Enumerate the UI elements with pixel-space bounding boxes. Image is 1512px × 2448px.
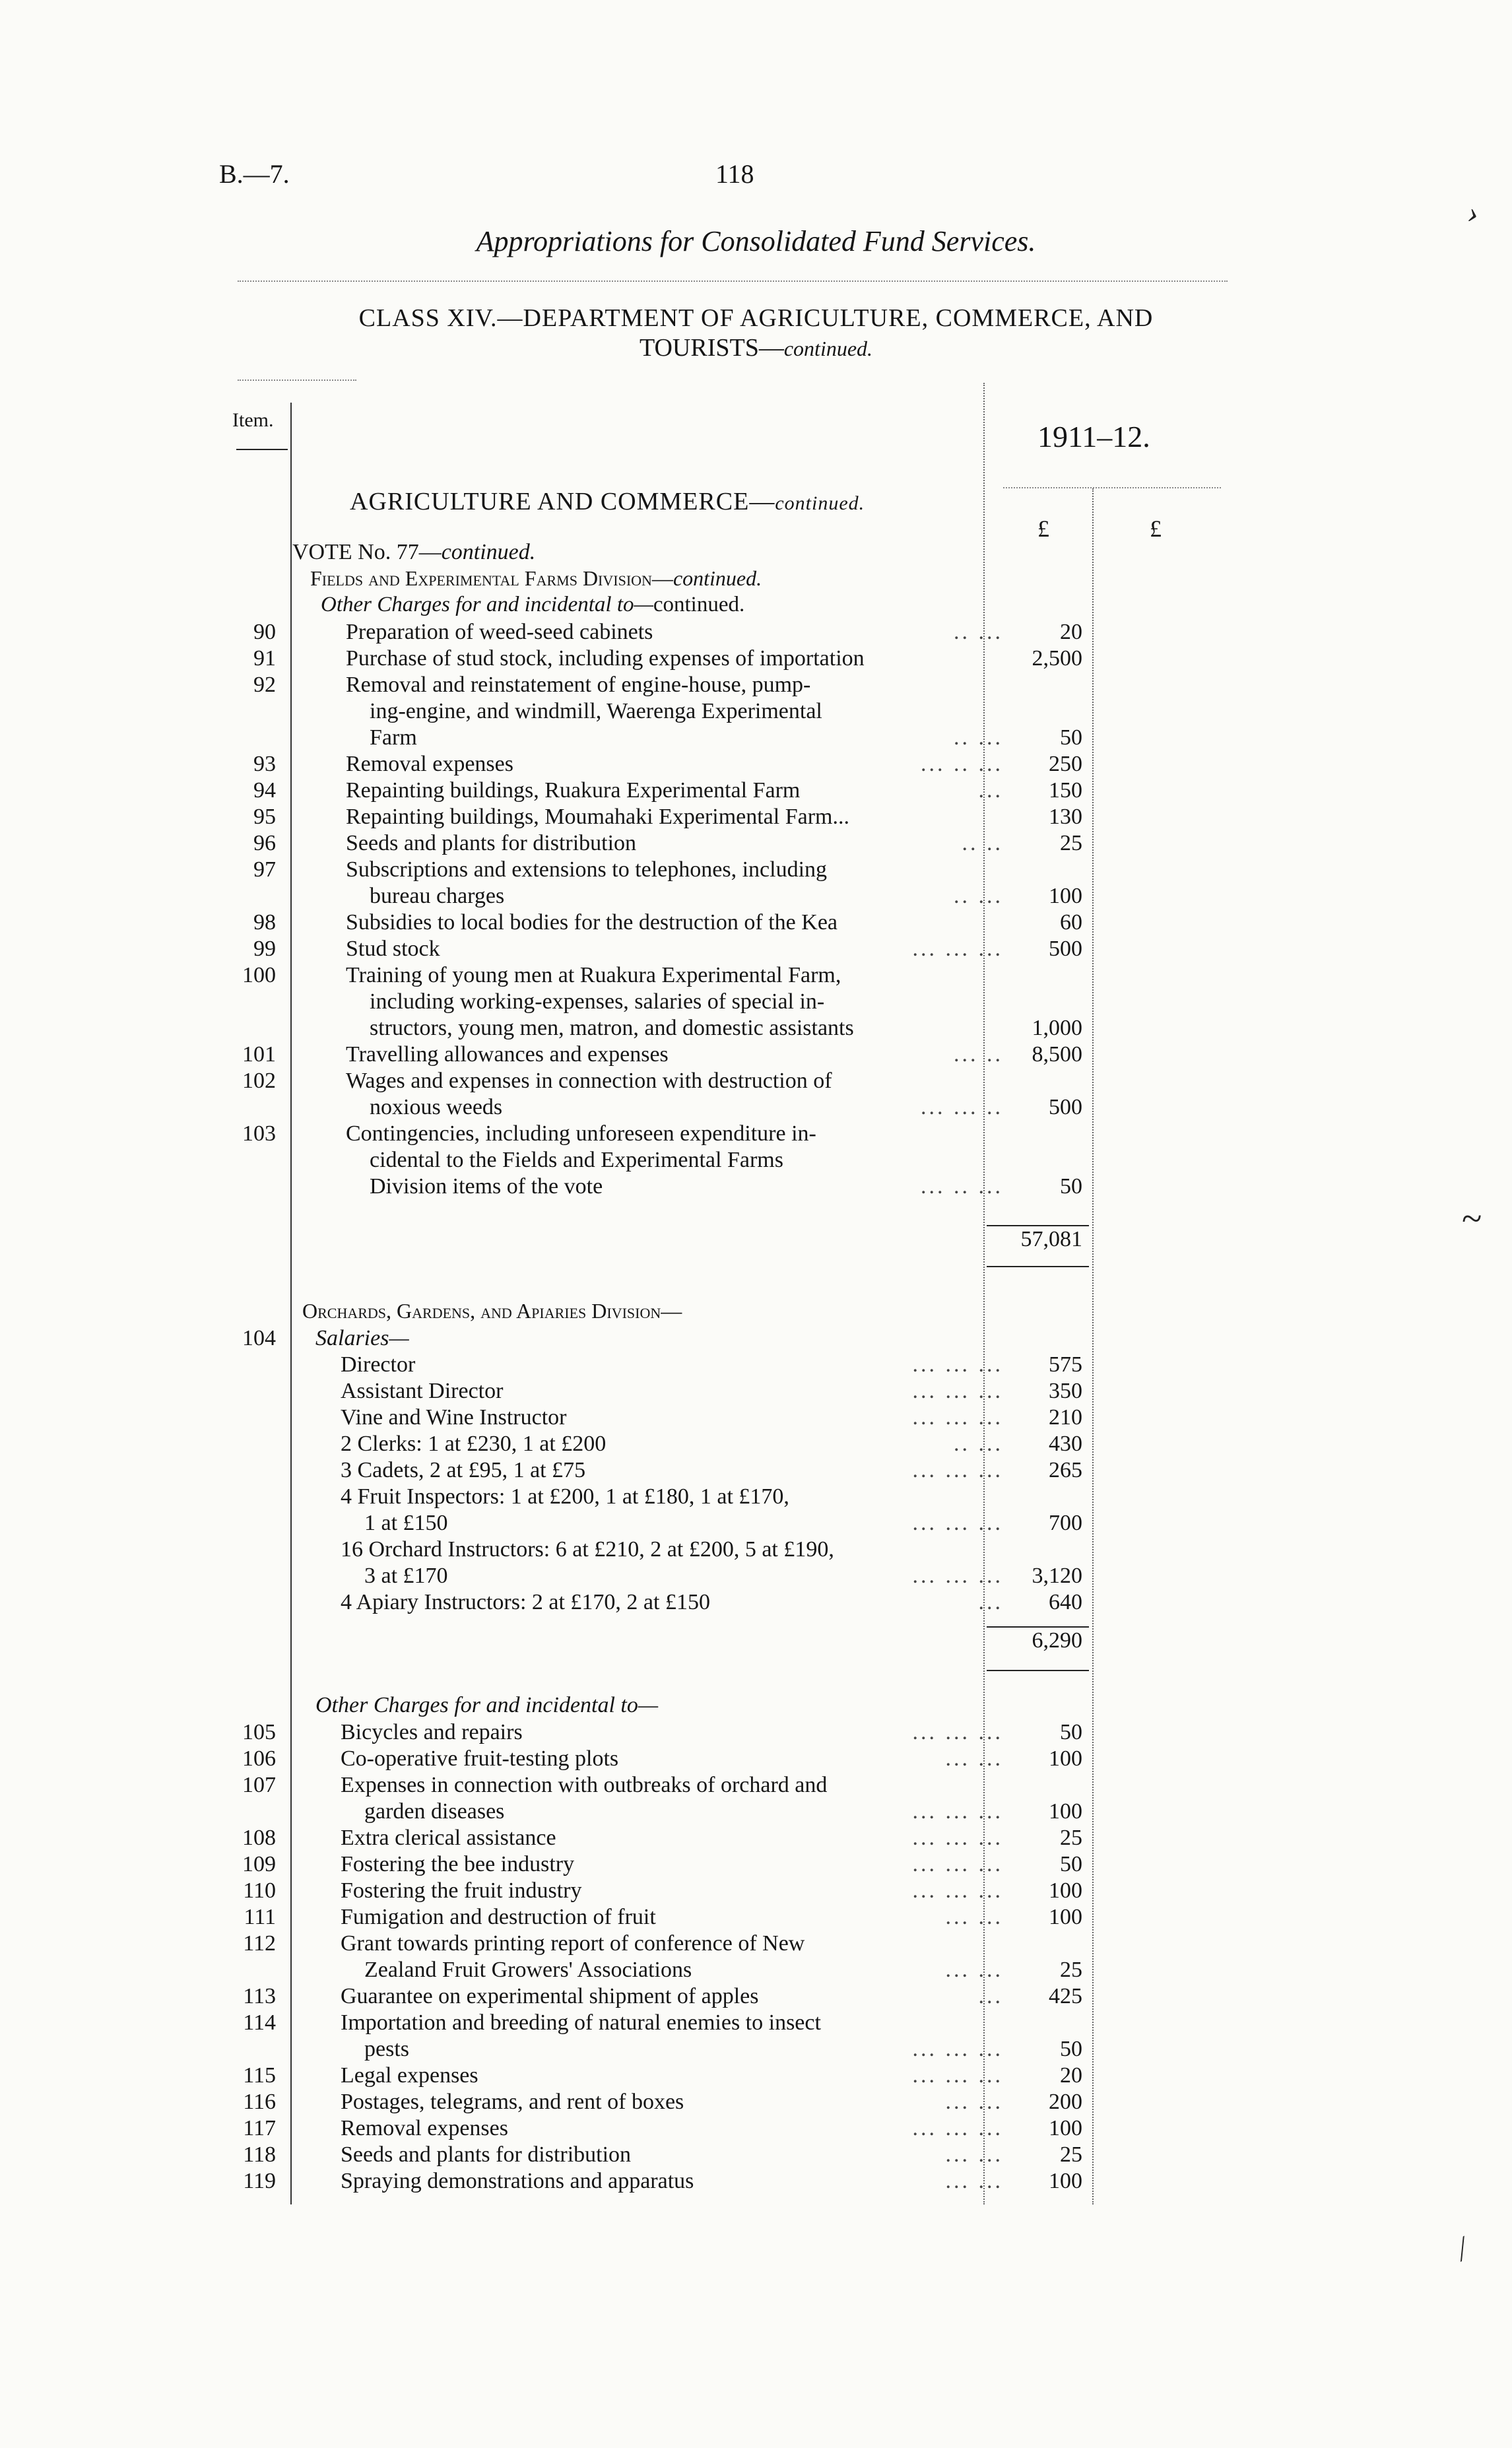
salary-row xyxy=(0,1378,1512,1405)
leader-dots: ... ... ... xyxy=(912,1405,1003,1430)
item-description: 4 Fruit Inspectors: 1 at £200, 1 at £180, 1 at £170, xyxy=(341,1484,789,1509)
leader-dots: ... ... ... xyxy=(912,1458,1003,1482)
other-charges-heading xyxy=(321,593,744,617)
orchard-charge-row xyxy=(0,1931,1512,1957)
leader-dots: .. ... xyxy=(954,620,1003,644)
item-description: Legal expenses xyxy=(341,2063,478,2088)
salary-row xyxy=(0,1457,1512,1484)
item-amount: 200 xyxy=(1049,2090,1082,2114)
item-amount: 25 xyxy=(1060,2142,1082,2167)
item-amount: 150 xyxy=(1049,778,1082,803)
leader-dots: ... ... xyxy=(945,2142,1003,2167)
orchard-charge-row xyxy=(0,2089,1512,2115)
item-number: 118 xyxy=(243,2142,276,2167)
leader-dots: ... ... ... xyxy=(912,2037,1003,2061)
item-amount: 20 xyxy=(1060,2063,1082,2088)
orchard-charge-row xyxy=(0,1799,1512,1825)
title-rule xyxy=(238,281,1228,282)
item-amount: 700 xyxy=(1049,1511,1082,1535)
item-description: cidental to the Fields and Experimental Farms xyxy=(370,1148,783,1172)
item-description: 3 Cadets, 2 at £95, 1 at £75 xyxy=(341,1458,586,1482)
item-amount: 3,120 xyxy=(1032,1564,1082,1588)
item-amount: 60 xyxy=(1060,910,1082,935)
item-description: Contingencies, including unforeseen expenditure in- xyxy=(346,1121,816,1146)
item-description: bureau charges xyxy=(370,884,505,908)
vote-heading-continued: continued. xyxy=(441,540,536,564)
orchard-charge-row xyxy=(0,2010,1512,2036)
orchard-charge-row xyxy=(0,2142,1512,2168)
leader-dots: ... ... ... xyxy=(912,1379,1003,1403)
item-amount: 265 xyxy=(1049,1458,1082,1482)
leader-dots: ... ... ... xyxy=(912,1511,1003,1535)
leader-dots: ... .. ... xyxy=(921,752,1003,776)
item-description: Removal expenses xyxy=(346,752,513,776)
salary-row xyxy=(0,1352,1512,1378)
orchard-charge-row xyxy=(0,2168,1512,2195)
item-number: 106 xyxy=(242,1746,276,1771)
leader-dots: ... xyxy=(978,778,1003,803)
item-description: Repainting buildings, Moumahaki Experimental Farm... xyxy=(346,805,849,829)
fields-item-row xyxy=(0,1174,1512,1200)
fields-item-row xyxy=(0,857,1512,883)
leader-dots: ... ... ... xyxy=(912,1799,1003,1824)
leader-dots: ... ... .. xyxy=(921,1095,1003,1119)
salary-row xyxy=(0,1537,1512,1563)
item-amount: 100 xyxy=(1049,1746,1082,1771)
item-column-header: Item. xyxy=(232,409,274,431)
item-amount: 25 xyxy=(1060,1826,1082,1850)
item-amount: 2,500 xyxy=(1032,646,1082,671)
fields-item-row xyxy=(0,698,1512,725)
item-amount: 500 xyxy=(1049,937,1082,961)
section-heading-main: AGRICULTURE AND COMMERCE— xyxy=(350,488,775,515)
salary-row xyxy=(0,1510,1512,1537)
salary-row xyxy=(0,1484,1512,1510)
item-description: Zealand Fruit Growers' Associations xyxy=(364,1958,692,1982)
item-number: 113 xyxy=(243,1984,276,2008)
item-description: including working-expenses, salaries of special in- xyxy=(370,989,825,1014)
orchard-charge-row xyxy=(0,2063,1512,2089)
item-number: 107 xyxy=(242,1773,276,1797)
item-number: 105 xyxy=(242,1720,276,1744)
item-description: Vine and Wine Instructor xyxy=(341,1405,567,1430)
fields-item-row xyxy=(0,1094,1512,1121)
orchards-heading: Orchards, Gardens, and Apiaries Division— xyxy=(302,1299,682,1323)
item-description: Training of young men at Ruakura Experimental Farm, xyxy=(346,963,841,987)
orchard-charge-row xyxy=(0,1851,1512,1878)
leader-dots: ... ... ... xyxy=(912,1564,1003,1588)
salaries-item-number: 104 xyxy=(242,1326,276,1350)
leader-dots: ... ... ... xyxy=(912,1826,1003,1850)
item-amount: 50 xyxy=(1060,1174,1082,1199)
leader-dots: .. ... xyxy=(954,1432,1003,1456)
leader-dots: ... xyxy=(978,1590,1003,1614)
item-number: 94 xyxy=(253,778,276,803)
item-number: 114 xyxy=(243,2010,276,2035)
item-description: Grant towards printing report of conference of New xyxy=(341,1931,805,1956)
orchard-charge-row xyxy=(0,1719,1512,1746)
fields-total-rule-bottom xyxy=(987,1266,1089,1267)
orchard-charge-row xyxy=(0,1983,1512,2010)
item-amount: 1,000 xyxy=(1032,1016,1082,1040)
item-number: 115 xyxy=(243,2063,276,2088)
item-description: 16 Orchard Instructors: 6 at £210, 2 at £200, 5 at £190, xyxy=(341,1537,834,1562)
item-amount: 100 xyxy=(1049,1799,1082,1824)
class-heading-line2 xyxy=(0,333,1512,362)
item-number: 109 xyxy=(242,1852,276,1876)
item-description: Seeds and plants for distribution xyxy=(346,831,637,855)
leader-dots: .. .. xyxy=(962,831,1003,855)
salaries-total-rule-bottom xyxy=(987,1670,1089,1671)
margin-mark-top: › xyxy=(1464,194,1484,232)
item-description: Stud stock xyxy=(346,937,440,961)
item-amount: 425 xyxy=(1049,1984,1082,2008)
item-description: Removal and reinstatement of engine-house, pump- xyxy=(346,673,811,697)
item-description: Purchase of stud stock, including expenses of importation xyxy=(346,646,865,671)
year-header-rule xyxy=(1003,487,1221,488)
fields-item-row xyxy=(0,672,1512,698)
salaries-row xyxy=(0,1325,1512,1352)
item-description: 3 at £170 xyxy=(364,1564,448,1588)
item-description: Division items of the vote xyxy=(370,1174,603,1199)
item-description: Bicycles and repairs xyxy=(341,1720,523,1744)
fields-item-row xyxy=(0,1068,1512,1094)
orchard-charge-row xyxy=(0,1957,1512,1983)
year-header: 1911–12. xyxy=(1037,420,1150,453)
fields-item-row xyxy=(0,962,1512,989)
class-heading-continued: continued. xyxy=(783,337,873,360)
item-description: Subsidies to local bodies for the destruction of the Kea xyxy=(346,910,838,935)
leader-dots: ... xyxy=(978,1984,1003,2008)
section-heading-continued: continued. xyxy=(775,492,865,514)
item-amount: 50 xyxy=(1060,725,1082,750)
item-amount: 20 xyxy=(1060,620,1082,644)
class-heading-line1: CLASS XIV.—DEPARTMENT OF AGRICULTURE, COMMERCE, AND xyxy=(358,304,1154,332)
vote-heading-main: VOTE No. 77— xyxy=(292,540,442,564)
item-number: 99 xyxy=(253,937,276,961)
salary-row xyxy=(0,1431,1512,1457)
item-amount: 50 xyxy=(1060,1720,1082,1744)
item-description: Preparation of weed-seed cabinets xyxy=(346,620,653,644)
item-number: 101 xyxy=(242,1042,276,1067)
division-heading-continued: continued. xyxy=(673,566,762,590)
leader-dots: ... ... ... xyxy=(912,1852,1003,1876)
item-number: 91 xyxy=(253,646,276,671)
item-number: 97 xyxy=(253,857,276,882)
orchard-charge-row xyxy=(0,1772,1512,1799)
item-description: Postages, telegrams, and rent of boxes xyxy=(341,2090,684,2114)
item-description: Farm xyxy=(370,725,417,750)
salaries-label: Salaries— xyxy=(315,1326,409,1350)
item-description: Repainting buildings, Ruakura Experimental Farm xyxy=(346,778,801,803)
item-description: Removal expenses xyxy=(341,2116,508,2140)
item-amount: 25 xyxy=(1060,831,1082,855)
division-heading-main: Fields and Experimental Farms Division— xyxy=(310,566,673,590)
fields-item-row xyxy=(0,989,1512,1015)
item-amount: 100 xyxy=(1049,2116,1082,2140)
item-amount: 210 xyxy=(1049,1405,1082,1430)
other-charges-continued: continued. xyxy=(653,593,745,616)
leader-dots: .. ... xyxy=(954,725,1003,750)
other-charges-italic: Other Charges for and incidental to— xyxy=(321,593,653,616)
item-amount: 350 xyxy=(1049,1379,1082,1403)
orchard-charge-row xyxy=(0,1746,1512,1772)
margin-mark-bottom: ⁄ xyxy=(1451,2232,1474,2266)
item-amount: 100 xyxy=(1049,1905,1082,1929)
item-description: 4 Apiary Instructors: 2 at £170, 2 at £150 xyxy=(341,1590,710,1614)
item-description: Fostering the bee industry xyxy=(341,1852,575,1876)
leader-dots: ... ... ... xyxy=(912,1352,1003,1377)
item-description: noxious weeds xyxy=(370,1095,503,1119)
item-number: 96 xyxy=(253,831,276,855)
item-description: 1 at £150 xyxy=(364,1511,448,1535)
fields-item-row xyxy=(0,883,1512,910)
item-description: ing-engine, and windmill, Waerenga Experimental xyxy=(370,699,822,723)
salaries-total-row xyxy=(0,1628,1512,1654)
item-description: structors, young men, matron, and domestic assistants xyxy=(370,1016,854,1040)
leader-dots: ... ... ... xyxy=(912,2116,1003,2140)
item-amount: 500 xyxy=(1049,1095,1082,1119)
item-number: 112 xyxy=(243,1931,276,1956)
item-amount: 25 xyxy=(1060,1958,1082,1982)
orchards-other-heading: Other Charges for and incidental to— xyxy=(315,1693,659,1717)
orchard-charge-row xyxy=(0,2036,1512,2063)
salaries-total-amount: 6,290 xyxy=(1032,1628,1082,1653)
currency-column-2: £ xyxy=(1150,515,1162,542)
fields-item-row xyxy=(0,1042,1512,1068)
item-amount: 50 xyxy=(1060,1852,1082,1876)
item-amount: 640 xyxy=(1049,1590,1082,1614)
item-amount: 430 xyxy=(1049,1432,1082,1456)
item-description: Fumigation and destruction of fruit xyxy=(341,1905,656,1929)
fields-item-row xyxy=(0,645,1512,672)
item-number: 110 xyxy=(243,1878,276,1903)
fields-item-row xyxy=(0,725,1512,751)
leader-dots: ... ... xyxy=(945,1905,1003,1929)
item-description: garden diseases xyxy=(364,1799,505,1824)
leader-dots: ... ... ... xyxy=(912,2063,1003,2088)
page-number: 118 xyxy=(715,159,754,189)
item-description: pests xyxy=(364,2037,409,2061)
item-description: Wages and expenses in connection with destruction of xyxy=(346,1069,832,1093)
item-description: Expenses in connection with outbreaks of orchard and xyxy=(341,1773,828,1797)
fields-total-amount: 57,081 xyxy=(1020,1227,1082,1251)
leader-dots: ... ... ... xyxy=(912,937,1003,961)
item-amount: 100 xyxy=(1049,884,1082,908)
orchard-charge-row xyxy=(0,1878,1512,1904)
fields-item-row xyxy=(0,936,1512,962)
item-number: 98 xyxy=(253,910,276,935)
item-amount: 130 xyxy=(1049,805,1082,829)
item-number: 95 xyxy=(253,805,276,829)
leader-dots: ... ... xyxy=(945,1958,1003,1982)
leader-dots: ... ... xyxy=(945,2090,1003,2114)
item-description: Extra clerical assistance xyxy=(341,1826,556,1850)
leader-dots: .. ... xyxy=(954,884,1003,908)
vote-heading xyxy=(292,540,535,565)
item-amount: 100 xyxy=(1049,2169,1082,2193)
item-number: 92 xyxy=(253,673,276,697)
item-description: Fostering the fruit industry xyxy=(341,1878,582,1903)
division-heading xyxy=(310,566,762,591)
fields-item-row xyxy=(0,777,1512,804)
item-amount: 50 xyxy=(1060,2037,1082,2061)
item-amount: 250 xyxy=(1049,752,1082,776)
salary-row xyxy=(0,1563,1512,1589)
item-number: 100 xyxy=(242,963,276,987)
currency-column-1: £ xyxy=(1037,515,1049,542)
item-number: 116 xyxy=(243,2090,276,2114)
item-number: 108 xyxy=(242,1826,276,1850)
fields-item-row xyxy=(0,830,1512,857)
leader-dots: ... ... xyxy=(945,1746,1003,1771)
item-description: Assistant Director xyxy=(341,1379,504,1403)
orchard-charge-row xyxy=(0,2115,1512,2142)
item-number: 90 xyxy=(253,620,276,644)
item-description: Guarantee on experimental shipment of apples xyxy=(341,1984,759,2008)
item-description: Seeds and plants for distribution xyxy=(341,2142,632,2167)
item-amount: 575 xyxy=(1049,1352,1082,1377)
item-number: 119 xyxy=(243,2169,276,2193)
fields-total-row xyxy=(0,1226,1512,1253)
fields-item-row xyxy=(0,619,1512,645)
leader-dots: ... ... ... xyxy=(912,1878,1003,1903)
item-description: Co-operative fruit-testing plots xyxy=(341,1746,619,1771)
salary-row xyxy=(0,1405,1512,1431)
salary-row xyxy=(0,1589,1512,1616)
item-number: 102 xyxy=(242,1069,276,1093)
margin-mark-middle: ~ xyxy=(1462,1199,1482,1240)
item-amount: 100 xyxy=(1049,1878,1082,1903)
leader-dots: ... .. xyxy=(954,1042,1003,1067)
fields-item-row xyxy=(0,1121,1512,1147)
item-description: Spraying demonstrations and apparatus xyxy=(341,2169,694,2193)
orchard-charge-row xyxy=(0,1904,1512,1931)
orchard-charge-row xyxy=(0,1825,1512,1851)
fields-item-row xyxy=(0,804,1512,830)
leader-dots: ... .. ... xyxy=(921,1174,1003,1199)
fields-item-row xyxy=(0,1015,1512,1042)
leader-dots: ... ... ... xyxy=(912,1720,1003,1744)
item-description: Importation and breeding of natural enemies to insect xyxy=(341,2010,821,2035)
fields-item-row xyxy=(0,751,1512,777)
item-description: Director xyxy=(341,1352,416,1377)
item-amount: 8,500 xyxy=(1032,1042,1082,1067)
item-description: 2 Clerks: 1 at £230, 1 at £200 xyxy=(341,1432,607,1456)
leader-dots: ... ... xyxy=(945,2169,1003,2193)
fields-item-row xyxy=(0,910,1512,936)
item-header-underline xyxy=(236,449,288,450)
page-title: Appropriations for Consolidated Fund Services. xyxy=(476,225,1036,257)
item-number: 111 xyxy=(244,1905,276,1929)
item-number: 103 xyxy=(242,1121,276,1146)
item-number: 93 xyxy=(253,752,276,776)
heading-rule-left xyxy=(238,380,356,381)
section-heading xyxy=(350,487,865,516)
class-heading-main: TOURISTS— xyxy=(639,334,784,362)
item-number: 117 xyxy=(243,2116,276,2140)
item-description: Travelling allowances and expenses xyxy=(346,1042,669,1067)
item-description: Subscriptions and extensions to telephones, including xyxy=(346,857,828,882)
fields-item-row xyxy=(0,1147,1512,1174)
page-reference: B.—7. xyxy=(219,159,290,189)
